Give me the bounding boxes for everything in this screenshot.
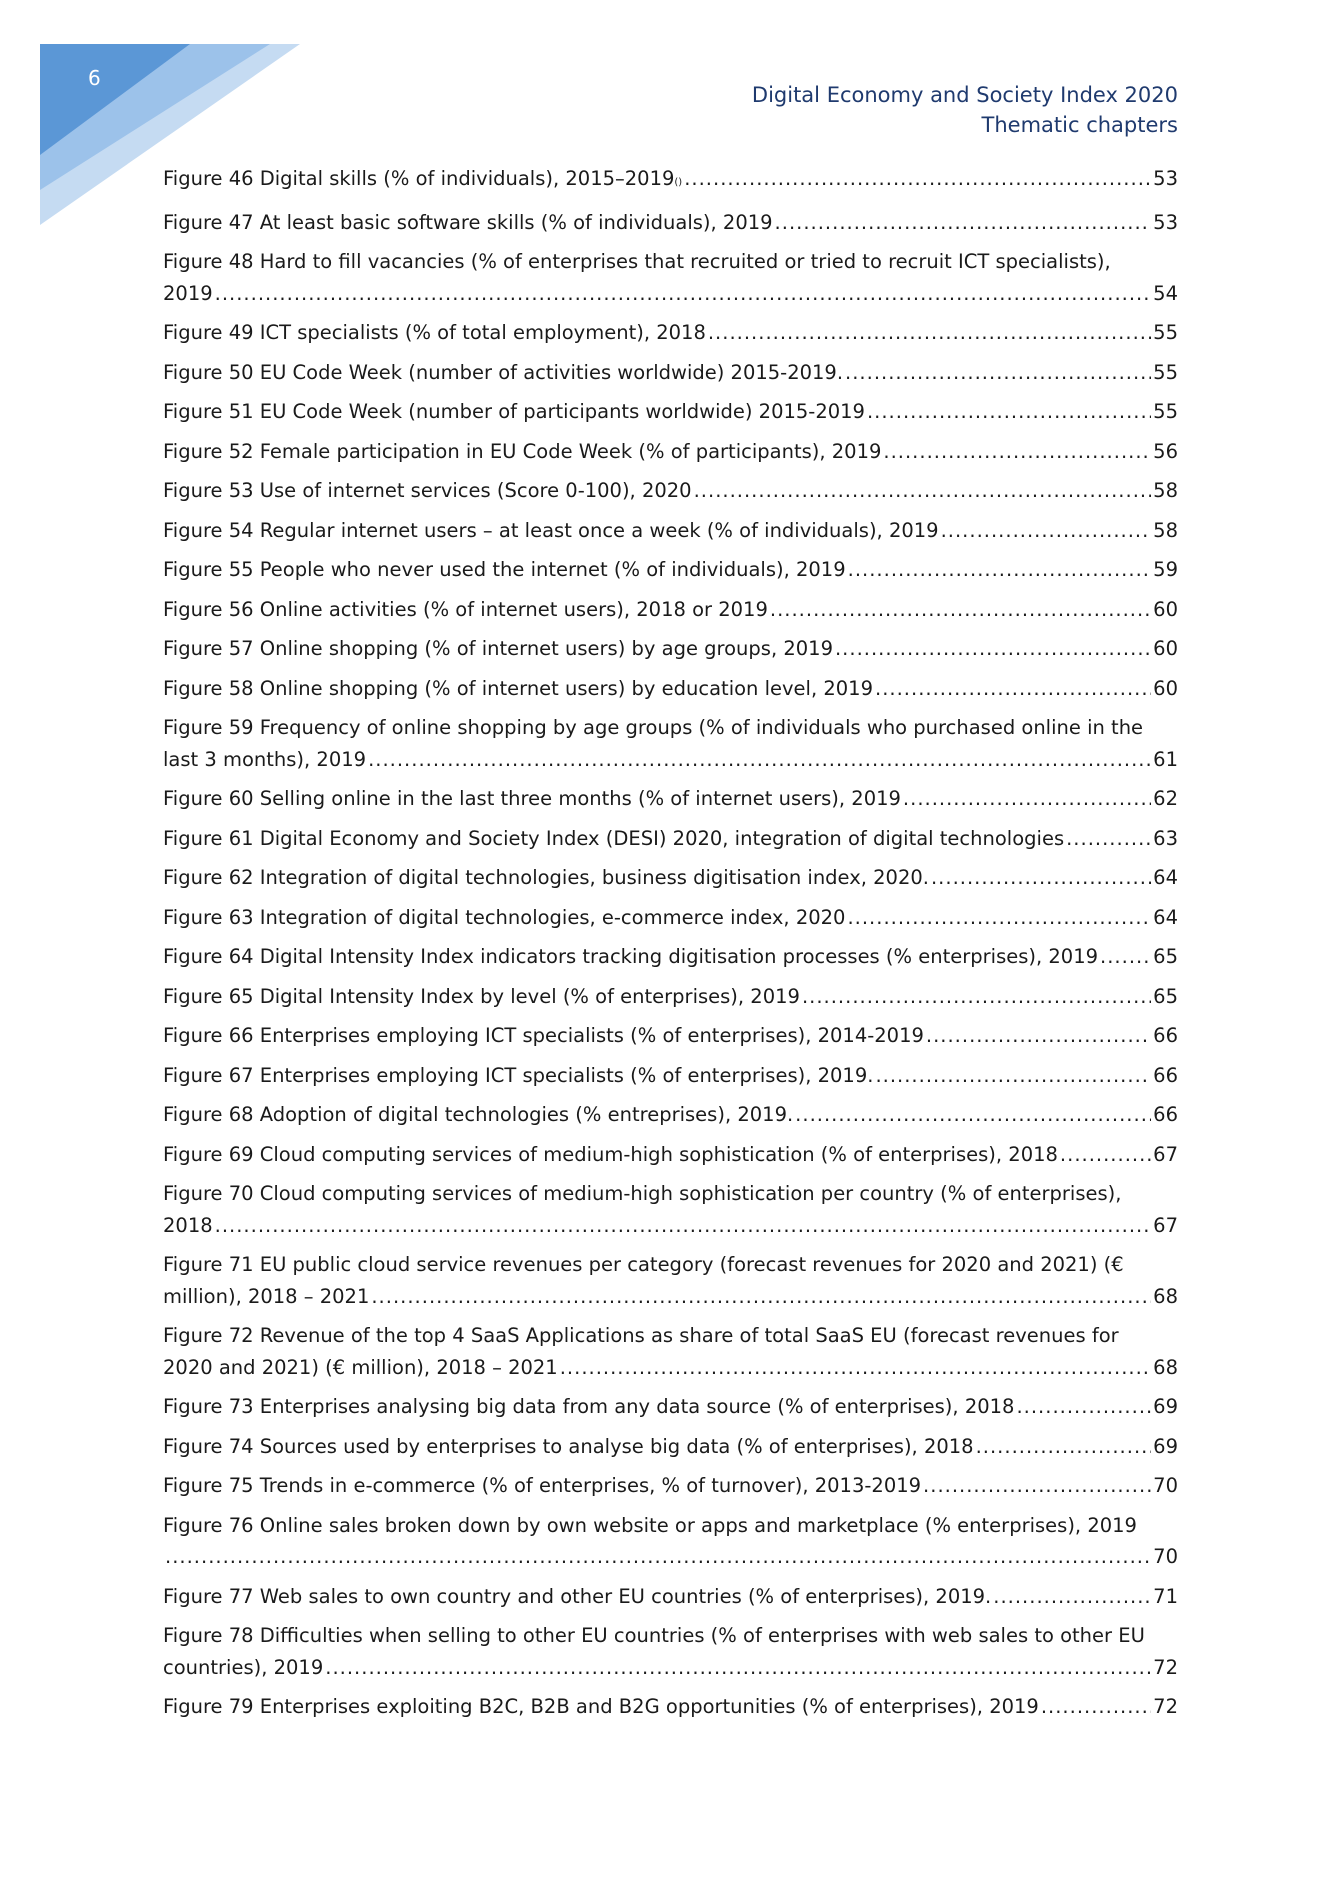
toc-entry[interactable] xyxy=(163,941,1178,973)
dot-leader xyxy=(1016,1391,1151,1423)
dot-leader xyxy=(1066,823,1151,855)
toc-page-number: 69 xyxy=(1153,1434,1178,1458)
toc-entry[interactable] xyxy=(163,1099,1178,1131)
dot-leader xyxy=(845,357,1151,389)
toc-entry-text: Figure 59 Frequency of online shopping by age groups (% of individuals who purchased online in the xyxy=(163,716,1144,739)
toc-page-number: 64 xyxy=(1153,866,1178,889)
toc-entry[interactable] xyxy=(163,1060,1178,1092)
toc-entry-title: million), 2018 – 2021 xyxy=(163,1284,370,1308)
toc-page-number: 67 xyxy=(1153,1213,1178,1237)
dot-leader xyxy=(215,278,1152,310)
toc-page-number: 55 xyxy=(1153,400,1178,423)
toc-entry-title: Figure 47 At least basic software skills (% of individuals), 2019 xyxy=(163,210,773,234)
toc-entry-title: Figure 54 Regular internet users – at least once a week (% of individuals), 2019 xyxy=(163,518,939,542)
dot-leader xyxy=(867,396,1151,428)
dot-leader xyxy=(903,783,1151,815)
toc-entry[interactable] xyxy=(163,1320,1178,1383)
dot-leader xyxy=(694,475,1152,507)
dot-leader xyxy=(848,554,1152,586)
dot-leader xyxy=(802,981,1151,1013)
toc-entry-title: 2019 xyxy=(163,281,213,305)
toc-entry[interactable] xyxy=(163,515,1178,547)
toc-entry[interactable] xyxy=(163,1249,1178,1312)
toc-entry[interactable] xyxy=(163,783,1178,815)
toc-entry[interactable] xyxy=(163,902,1178,934)
toc-entry[interactable] xyxy=(163,1139,1178,1171)
toc-entry-title: Figure 67 Enterprises employing ICT specialists (% of enterprises), 2019. xyxy=(163,1063,874,1087)
toc-entry-title: Figure 77 Web sales to own country and other EU countries (% of enterprises), 2019. xyxy=(163,1584,992,1608)
dot-leader xyxy=(371,1281,1151,1313)
dot-leader xyxy=(931,862,1151,894)
toc-page-number: 62 xyxy=(1153,787,1178,810)
toc-entry[interactable] xyxy=(163,1691,1178,1723)
toc-page-number: 70 xyxy=(1153,1545,1178,1568)
toc-entry-title: Figure 60 Selling online in the last three months (% of internet users), 2019 xyxy=(163,787,901,810)
toc-page-number: 61 xyxy=(1153,747,1178,771)
dot-leader xyxy=(976,1431,1152,1463)
toc-page-number: 60 xyxy=(1153,637,1178,660)
toc-entry-title: Figure 64 Digital Intensity Index indicators tracking digitisation processes (% enterprises), 2019 xyxy=(163,945,1099,968)
dot-leader xyxy=(1100,941,1151,973)
toc-entry[interactable] xyxy=(163,163,1178,199)
toc-entry-title: Figure 68 Adoption of digital technologies (% entreprises), 2019. xyxy=(163,1103,794,1126)
toc-entry-title: Figure 69 Cloud computing services of medium-high sophistication (% of enterprises), 2018 xyxy=(163,1142,1058,1166)
dot-leader xyxy=(325,1652,1151,1684)
toc-entry-title: Figure 66 Enterprises employing ICT specialists (% of enterprises), 2014-2019 xyxy=(163,1024,924,1047)
toc-entry[interactable] xyxy=(163,1178,1178,1241)
toc-page-number: 58 xyxy=(1153,479,1178,502)
toc-page-number: 69 xyxy=(1153,1395,1178,1418)
toc-entry[interactable] xyxy=(163,712,1178,775)
toc-entry[interactable] xyxy=(163,317,1178,349)
toc-page-number: 53 xyxy=(1153,167,1178,190)
dot-leader xyxy=(708,317,1151,349)
toc-entry-title: Figure 53 Use of internet services (Score 0-100), 2020 xyxy=(163,479,692,502)
dot-leader xyxy=(1041,1691,1151,1723)
toc-page-number: 67 xyxy=(1153,1142,1178,1166)
toc-entry[interactable] xyxy=(163,1431,1178,1463)
toc-entry-title: 2018 xyxy=(163,1213,213,1237)
toc-entry-text: Figure 70 Cloud computing services of medium-high sophistication per country (% of enterprises), xyxy=(163,1182,1122,1205)
toc-entry[interactable] xyxy=(163,673,1178,705)
toc-entry-text: Figure 72 Revenue of the top 4 SaaS Applications as share of total SaaS EU (forecast revenues for xyxy=(163,1324,1119,1347)
toc-entry[interactable] xyxy=(163,1581,1178,1613)
toc-entry[interactable] xyxy=(163,357,1178,389)
toc-entry-title: Figure 61 Digital Economy and Society Index (DESI) 2020, integration of digital technologies xyxy=(163,826,1065,850)
toc-entry-title: Figure 63 Integration of digital technologies, e-commerce index, 2020 xyxy=(163,905,846,929)
toc-entry[interactable] xyxy=(163,1470,1178,1502)
toc-page-number: 60 xyxy=(1153,597,1178,621)
toc-entry-text: Figure 76 Online sales broken down by own website or apps and marketplace (% enterprises), 2019 xyxy=(163,1513,1137,1537)
toc-entry-title: Figure 46 Digital skills (% of individuals), 2015–2019 xyxy=(163,167,675,190)
toc-entry-title: Figure 62 Integration of digital technologies, business digitisation index, 2020. xyxy=(163,866,929,889)
toc-entry-title: Figure 49 ICT specialists (% of total employment), 2018 xyxy=(163,321,706,344)
dot-leader xyxy=(875,1060,1151,1092)
toc-entry[interactable] xyxy=(163,396,1178,428)
dot-leader xyxy=(775,207,1152,239)
toc-page-number: 65 xyxy=(1153,984,1178,1008)
toc-entry-title: Figure 73 Enterprises analysing big data from any data source (% of enterprises), 2018 xyxy=(163,1395,1015,1418)
toc-entry[interactable] xyxy=(163,207,1178,239)
toc-page-number: 65 xyxy=(1153,945,1178,968)
document-header xyxy=(752,80,1178,140)
toc-page-number: 55 xyxy=(1153,321,1178,344)
dot-leader xyxy=(883,436,1151,468)
dot-leader xyxy=(368,744,1151,776)
toc-entry[interactable] xyxy=(163,981,1178,1013)
toc-page-number: 66 xyxy=(1153,1063,1178,1087)
toc-entry[interactable] xyxy=(163,475,1178,507)
page-number: 6 xyxy=(88,66,101,90)
toc-entry-title: Figure 58 Online shopping (% of internet users) by education level, 2019 xyxy=(163,676,873,700)
toc-entry[interactable] xyxy=(163,1510,1178,1573)
toc-page-number: 68 xyxy=(1153,1284,1178,1308)
toc-page-number: 56 xyxy=(1153,439,1178,463)
toc-page-number: 58 xyxy=(1153,518,1178,542)
toc-entry[interactable] xyxy=(163,633,1178,665)
toc-entry-title: Figure 55 People who never used the internet (% of individuals), 2019 xyxy=(163,558,846,581)
toc-page-number: 64 xyxy=(1153,905,1178,929)
dot-leader xyxy=(770,594,1151,626)
toc-entry[interactable] xyxy=(163,554,1178,586)
toc-entry[interactable] xyxy=(163,1391,1178,1423)
toc-entry-text: Figure 71 EU public cloud service revenues per category (forecast revenues for 2020 and 2021) (€ xyxy=(163,1253,1124,1276)
dot-leader xyxy=(847,902,1151,934)
toc-page-number: 60 xyxy=(1153,676,1178,700)
toc-page-number: 59 xyxy=(1153,558,1178,581)
dot-leader xyxy=(941,515,1152,547)
toc-page-number: 53 xyxy=(1153,210,1178,234)
header-subtitle: Thematic chapters xyxy=(981,113,1178,137)
header-title: Digital Economy and Society Index 2020 xyxy=(751,83,1178,107)
toc-entry[interactable] xyxy=(163,1620,1178,1683)
toc-page-number: 68 xyxy=(1153,1355,1178,1379)
toc-entry-title: countries), 2019 xyxy=(163,1655,324,1679)
toc-entry-title: Figure 79 Enterprises exploiting B2C, B2B and B2G opportunities (% of enterprises), 2019 xyxy=(163,1695,1039,1718)
toc-entry[interactable] xyxy=(163,1020,1178,1052)
toc-entry-title: Figure 74 Sources used by enterprises to analyse big data (% of enterprises), 2018 xyxy=(163,1434,974,1458)
toc-entry-title: 2020 and 2021) (€ million), 2018 – 2021 xyxy=(163,1355,558,1379)
toc-entry[interactable] xyxy=(163,594,1178,626)
toc-page-number: 66 xyxy=(1153,1103,1178,1126)
toc-entry-title: Figure 52 Female participation in EU Code Week (% of participants), 2019 xyxy=(163,439,882,463)
dot-leader xyxy=(875,673,1151,705)
dot-leader xyxy=(1060,1139,1151,1171)
toc-entry[interactable] xyxy=(163,436,1178,468)
toc-entry-text: Figure 78 Difficulties when selling to other EU countries (% of enterprises with web sales to other EU xyxy=(163,1624,1145,1647)
dot-leader xyxy=(923,1470,1151,1502)
dot-leader xyxy=(560,1352,1151,1384)
dot-leader xyxy=(684,163,1151,195)
toc-page-number: 71 xyxy=(1153,1584,1178,1608)
dot-leader xyxy=(795,1099,1151,1131)
toc-page-number: 70 xyxy=(1153,1474,1178,1497)
toc-entry-title: last 3 months), 2019 xyxy=(163,747,367,771)
toc-entry[interactable] xyxy=(163,823,1178,855)
dot-leader xyxy=(926,1020,1151,1052)
toc-entry-title: Figure 56 Online activities (% of internet users), 2018 or 2019 xyxy=(163,597,768,621)
dot-leader xyxy=(165,1541,1151,1573)
toc-entry[interactable] xyxy=(163,862,1178,894)
toc-entry-title: Figure 75 Trends in e-commerce (% of enterprises, % of turnover), 2013-2019 xyxy=(163,1474,922,1497)
toc-page-number: 63 xyxy=(1153,826,1178,850)
table-of-figures xyxy=(163,163,1178,1731)
dot-leader xyxy=(993,1581,1151,1613)
toc-entry-title: Figure 51 EU Code Week (number of participants worldwide) 2015-2019 xyxy=(163,400,865,423)
toc-page-number: 54 xyxy=(1153,281,1178,305)
footnote-marker: () xyxy=(674,177,683,188)
toc-entry-title: Figure 50 EU Code Week (number of activities worldwide) 2015-2019. xyxy=(163,360,844,384)
dot-leader xyxy=(835,633,1151,665)
toc-page-number: 72 xyxy=(1153,1695,1178,1718)
toc-entry[interactable] xyxy=(163,246,1178,309)
toc-entry-title: Figure 65 Digital Intensity Index by level (% of enterprises), 2019 xyxy=(163,984,800,1008)
toc-page-number: 55 xyxy=(1153,360,1178,384)
toc-page-number: 66 xyxy=(1153,1024,1178,1047)
toc-page-number: 72 xyxy=(1153,1655,1178,1679)
dot-leader xyxy=(215,1210,1152,1242)
toc-entry-text: Figure 48 Hard to fill vacancies (% of enterprises that recruited or tried to recruit ICT specialists), xyxy=(163,250,1111,273)
toc-entry-title: Figure 57 Online shopping (% of internet users) by age groups, 2019 xyxy=(163,637,833,660)
